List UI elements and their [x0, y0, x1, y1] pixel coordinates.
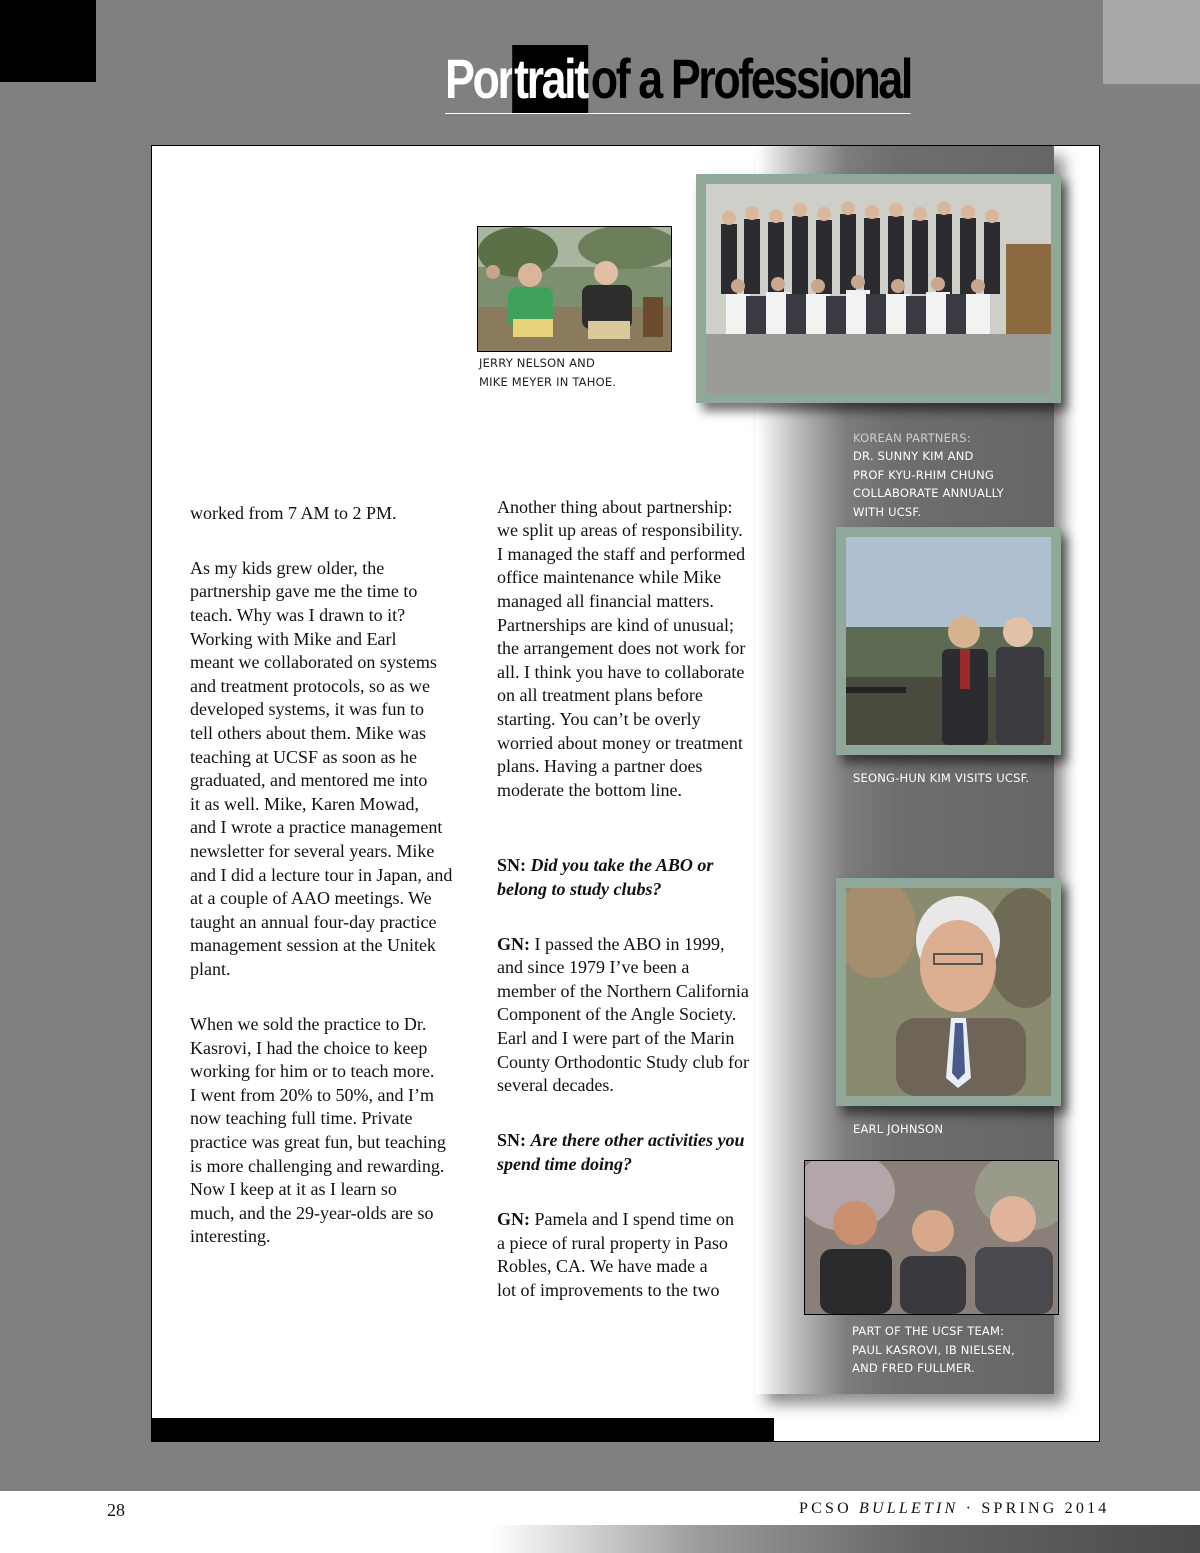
running-footer [799, 1500, 1109, 1518]
question-speaker: SN: [497, 1130, 527, 1151]
publication-name: PCSO [799, 1500, 852, 1517]
photo-seong-hun-kim [836, 527, 1061, 755]
caption-korean-heading: KOREAN PARTNERS: [853, 430, 971, 445]
tahoe-photo-image [478, 227, 671, 351]
answer-speaker: GN: [497, 933, 530, 954]
page-number: 28 [107, 1500, 125, 1520]
footer-separator: · [965, 1500, 975, 1517]
caption-tahoe: JERRY NELSON AND MIKE MEYER IN TAHOE. [479, 356, 617, 389]
title-part-3: of a Professional [590, 47, 911, 110]
question-speaker: SN: [497, 854, 527, 875]
bottom-rule-bar [152, 1418, 774, 1442]
interview-answer [497, 933, 779, 1098]
answer-text: I passed the ABO in 1999, and since 1979 I’ve been a member of the Northern California Component of the Angle Society. Earl and I were part of the Marin County Orthodontic Study club for several decades. [497, 933, 749, 1096]
seong-photo-image [846, 537, 1051, 745]
corner-block-black [0, 0, 96, 82]
article-paragraph: When we sold the practice to Dr. Kasrovi, I had the choice to keep working for him or to teach more. I went from 20% to 50%, and I’m now teaching full time. Private practice was great fun, but teaching is more challenging and rewarding. Now I keep at it as I learn so much, and the 29-year-olds are so interesting. [190, 1014, 446, 1247]
title-part-1: Por [445, 47, 513, 110]
photo-earl-johnson [836, 878, 1061, 1106]
article-paragraph: worked from 7 AM to 2 PM. [190, 502, 397, 523]
caption-korean-body: DR. SUNNY KIM AND PROF KYU-RHIM CHUNG COLLABORATE ANNUALLY WITH UCSF. [853, 449, 1004, 519]
answer-text: Pamela and I spend time on a piece of rural property in Paso Robles, CA. We have made a lot of improvements to the two [497, 1209, 734, 1300]
publication-italic: BULLETIN [859, 1500, 959, 1517]
korean-group-photo-image [706, 184, 1051, 393]
earl-photo-image [846, 888, 1051, 1096]
caption-seong-hun-kim: SEONG-HUN KIM VISITS UCSF. [853, 771, 1030, 785]
footer-gradient-bar [490, 1525, 1200, 1553]
interview-question [497, 1129, 779, 1176]
article-paragraph: Another thing about partnership: we split up areas of responsibility. I managed the staff and performed office maintenance while Mike managed all financial matters. Partnerships are kind of unusual; the arrangement does not work for all. I think you have to collaborate on all treatment plans before starting. You can’t be overly worried about money or treatment plans. Having a partner does moderate the bottom line. [497, 496, 746, 800]
article-paragraph: As my kids grew older, the partnership gave me the time to teach. Why was I drawn to it? Working with Mike and Earl meant we collaborated on systems and treatment protocols, so as we developed systems, it was fun to tell others about them. Mike was teaching at UCSF as soon as he graduated, and mentored me into it as well. Mike, Karen Mowad, and I wrote a practice management newsletter for several years. Mike and I did a lecture tour in Japan, and at a couple of AAO meetings. We taught an annual four-day practice management session at the Unitek plant. [190, 557, 453, 979]
issue-date: SPRING 2014 [981, 1500, 1110, 1517]
article-column-left [190, 478, 486, 1281]
caption-korean-partners [853, 410, 1063, 540]
question-text: Did you take the ABO or belong to study clubs? [497, 854, 714, 899]
page-title [445, 46, 911, 114]
caption-ucsf-team: PART OF THE UCSF TEAM: PAUL KASROVI, IB NIELSEN, AND FRED FULLMER. [852, 1324, 1015, 1375]
question-text: Are there other activities you spend time doing? [497, 1130, 745, 1175]
article-column-right [497, 472, 779, 1334]
team-photo-image [805, 1161, 1058, 1314]
answer-speaker: GN: [497, 1209, 530, 1230]
interview-answer [497, 1208, 779, 1302]
caption-earl-johnson: EARL JOHNSON [853, 1122, 944, 1136]
title-part-2: trait [512, 45, 588, 113]
photo-tahoe [477, 226, 672, 352]
interview-question [497, 854, 779, 901]
photo-ucsf-team [804, 1160, 1059, 1315]
photo-korean-partners [696, 174, 1061, 403]
corner-block-grey [1103, 0, 1200, 84]
